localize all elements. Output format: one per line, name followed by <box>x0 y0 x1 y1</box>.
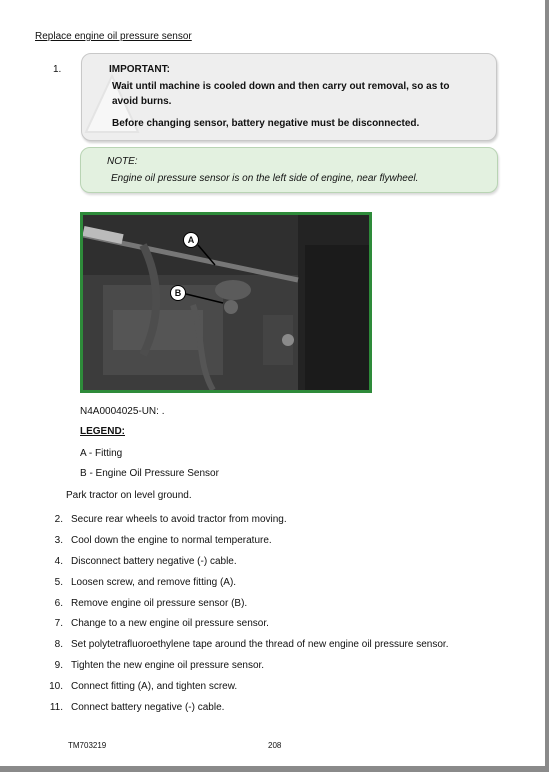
step-text-park: Park tractor on level ground. <box>66 490 192 501</box>
step-item <box>0 598 549 612</box>
step-number: 9. <box>54 660 63 671</box>
step-number-1: 1. <box>53 64 62 75</box>
engine-photo-illustration <box>83 215 369 390</box>
legend-item: B - Engine Oil Pressure Sensor <box>80 468 219 479</box>
step-number: 10. <box>49 681 63 692</box>
step-number: 7. <box>54 618 63 629</box>
step-text: Connect fitting (A), and tighten screw. <box>71 681 238 692</box>
step-item <box>0 514 549 528</box>
footer-document-code: TM703219 <box>68 741 107 750</box>
step-item <box>0 660 549 674</box>
step-number: 8. <box>54 639 63 650</box>
step-number: 6. <box>54 598 63 609</box>
note-heading: NOTE: <box>107 156 138 167</box>
important-line: Before changing sensor, battery negative must be disconnected. <box>112 118 420 129</box>
legend-heading: LEGEND: <box>80 426 125 437</box>
important-line: Wait until machine is cooled down and then carry out removal, so as to <box>112 81 450 92</box>
step-text: Cool down the engine to normal temperature. <box>71 535 272 546</box>
step-number: 5. <box>54 577 63 588</box>
step-number: 4. <box>54 556 63 567</box>
step-item <box>0 577 549 591</box>
figure-reference: N4A0004025-UN: . <box>80 406 165 417</box>
footer-page-number: 208 <box>268 741 282 750</box>
engine-photo <box>80 212 372 393</box>
step-item <box>0 681 549 695</box>
page-edge <box>545 0 549 772</box>
step-item <box>0 535 549 549</box>
note-callout <box>80 147 498 193</box>
important-heading: IMPORTANT: <box>109 64 170 75</box>
step-text: Set polytetrafluoroethylene tape around the thread of new engine oil pressure sensor. <box>71 639 449 650</box>
step-item <box>0 702 549 716</box>
section-title: Replace engine oil pressure sensor <box>35 31 192 42</box>
step-text: Remove engine oil pressure sensor (B). <box>71 598 248 609</box>
step-item <box>0 618 549 632</box>
step-text: Connect battery negative (-) cable. <box>71 702 225 713</box>
step-item <box>0 556 549 570</box>
legend-item: A - Fitting <box>80 448 123 459</box>
step-number: 2. <box>54 514 63 525</box>
callout-a: A <box>183 232 199 248</box>
step-text: Loosen screw, and remove fitting (A). <box>71 577 237 588</box>
page-edge-bottom <box>0 766 549 772</box>
important-line: avoid burns. <box>112 96 172 107</box>
step-text: Tighten the new engine oil pressure sensor. <box>71 660 265 671</box>
step-text: Disconnect battery negative (-) cable. <box>71 556 237 567</box>
step-item <box>0 639 549 653</box>
step-number: 3. <box>54 535 63 546</box>
important-callout <box>81 53 497 141</box>
step-number: 11. <box>49 702 63 713</box>
callout-b: B <box>170 285 186 301</box>
step-text: Change to a new engine oil pressure sensor. <box>71 618 269 629</box>
note-text: Engine oil pressure sensor is on the left side of engine, near flywheel. <box>111 173 419 184</box>
step-text: Secure rear wheels to avoid tractor from moving. <box>71 514 287 525</box>
